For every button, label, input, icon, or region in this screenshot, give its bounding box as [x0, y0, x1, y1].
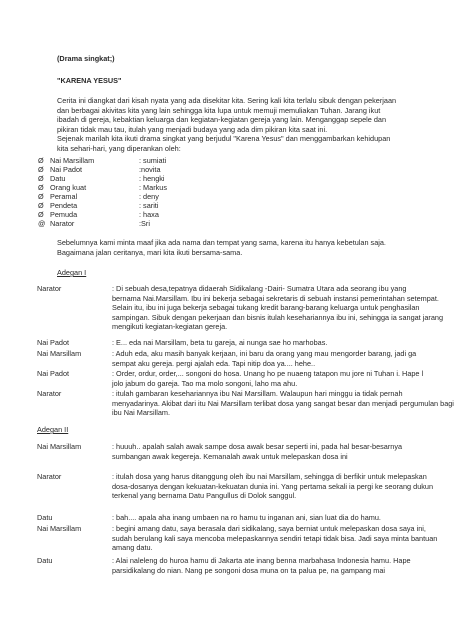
cast-actor: : haxa — [139, 210, 159, 219]
cast-actor: : Markus — [139, 183, 167, 192]
dialogue-line: : huuuh.. apalah salah awak sampe dosa awak besar seperti ini, pada hal besar-besarnya — [112, 442, 403, 451]
dialogue-text — [112, 284, 443, 332]
cast-actor: : sumiati — [139, 156, 167, 165]
speaker-label: Nai Marsillam — [37, 442, 82, 451]
dialogue-text — [112, 524, 437, 553]
act2-heading: Adegan II — [37, 425, 69, 434]
dialogue-line: : begini amang datu, saya berasala dari sidikalang, saya berniat untuk melepaskan dosa saya ini, — [112, 524, 426, 533]
speaker-label: Narator — [37, 284, 62, 293]
dialogue-line: terkenal yang bernama Datu Pangullus di Dolok sanggul. — [112, 491, 297, 501]
dialogue-line: mengikuti kegiatan-kegiatan gereja. — [112, 322, 228, 332]
cast-role: Datu — [50, 174, 66, 183]
dialogue-line: : itulah gambaran kesehariannya ibu Nai Marsillam. Walaupun hari minggu ia tidak pernah — [112, 389, 403, 398]
dialogue-line: : E... eda nai Marsillam, beta tu gareja, ai nunga sae ho marhobas. — [112, 338, 328, 347]
intro-line: pikiran tidak mau tau, itulah yang menjadi budaya yang ada dim pikiran kita saat ini. — [57, 124, 328, 134]
dialogue-text — [112, 338, 327, 348]
speaker-label: Datu — [37, 556, 53, 565]
dialogue-line: : Alai naleleng do huroa hamu di Jakarta ate inang benna marbahasa Indonesia hamu. Hape — [112, 556, 411, 565]
drama-title: "KARENA YESUS" — [57, 76, 122, 85]
dialogue-line: : itulah dosa yang harus ditanggung oleh ibu nai Marsillam, sehingga di berfikir untuk melepaskan — [112, 472, 427, 481]
intro-line: Cerita ini diangkat dari kisah nyata yang ada disekitar kita. Sering kali kita terlalu sibuk dengan pekerjaan — [57, 96, 397, 105]
intro-line: Sejenak marilah kita ikuti drama singkat yang berjudul "Karena Yesus" dan menggambarkan kehidupan — [57, 134, 391, 144]
cast-role: Orang kuat — [50, 183, 87, 192]
cast-actor: : hengki — [139, 174, 165, 183]
dialogue-text — [112, 389, 454, 418]
dialogue-text — [112, 349, 416, 368]
dialogue-text — [112, 556, 411, 575]
bullet-icon: Ø — [38, 201, 44, 210]
dialogue-line: : Di sebuah desa,tepatnya didaerah Sidikalang -Dairi- Sumatra Utara ada seorang ibu yang — [112, 284, 407, 293]
speaker-label: Nai Marsillam — [37, 349, 82, 358]
dialogue-line: parsidikalang do nian. Nang pe songoni dosa muna on ta palua pe, na gampang mai — [112, 565, 386, 575]
act1-heading: Adegan I — [57, 268, 87, 277]
dialogue-line: sudah berulang kali saya mencoba melepaskannya sendiri tetapi tidak bisa. Jadi saya minta bantuan — [112, 533, 438, 543]
bullet-icon: Ø — [38, 165, 44, 174]
speaker-label: Narator — [37, 472, 62, 481]
dialogue-line: ibu Nai Marsillam. — [112, 408, 170, 418]
cast-row — [38, 219, 150, 229]
dialogue-line: sampingan. Sibuk dengan pekerjaan dan bisnis itulah kesehariannya ibu ini, sehingga ia sangat jarang — [112, 312, 444, 322]
bullet-icon: Ø — [38, 192, 44, 201]
dialogue-line: amang datu. — [112, 543, 153, 553]
dialogue-line: sempat aku gereja. pergi ajalah eda. Tapi nitip doa ya.... hehe.. — [112, 358, 316, 368]
apology-line: Sebelumnya kami minta maaf jika ada nama dan tempat yang sama, karena itu hanya kebetulan saja. — [57, 238, 386, 247]
dialogue-text — [112, 442, 402, 461]
dialogue-line: : bah.... apala aha inang umbaen na ro hamu tu inganan ani, sian luat dia do hamu. — [112, 513, 381, 522]
speaker-label: Nai Padot — [37, 338, 70, 347]
speaker-label: Narator — [37, 389, 62, 398]
bullet-icon: Ø — [38, 210, 44, 219]
dialogue-line: menyadarinya. Akibat dari itu Nai Marsillam terlibat dosa yang sangat besar dan menjadi pergumulan bagi — [112, 398, 454, 408]
dialogue-text — [112, 472, 433, 501]
intro-line: dan berbagai akivitas kita yang lain sehingga kita lupa untuk memuji memuliakan Tuhan. Jarang ikut — [57, 105, 381, 115]
cast-role: Narator — [50, 219, 75, 228]
dialogue-line: sumbangan awak kegereja. Kemanalah awak untuk melepaskan dosa ini — [112, 451, 348, 461]
drama-genre-label: (Drama singkat;) — [57, 54, 115, 63]
dialogue-text — [112, 369, 423, 388]
cast-actor: :Sri — [139, 219, 150, 228]
at-icon: @ — [38, 219, 46, 228]
dialogue-line: : Order, ordur, order,... songoni do hosa. Unang ho pe nuaeng tatapon mu jore ni Tuhan i. Hape l — [112, 369, 424, 378]
dialogue-text — [112, 513, 381, 523]
apology-line: Bagaimana jalan ceritanya, mari kita ikuti bersama-sama. — [57, 247, 243, 257]
cast-actor: : deny — [139, 192, 159, 201]
dialogue-line: jolo jabum do gareja. Tao ma molo songoni, laho ma ahu. — [112, 378, 298, 388]
cast-role: Pendeta — [50, 201, 78, 210]
bullet-icon: Ø — [38, 156, 44, 165]
dialogue-line: dosa-dosanya dengan kekuatan-kekuatan dunia ini. Yang pertama sekali ia pergi ke seorang dukun — [112, 481, 434, 491]
speaker-label: Datu — [37, 513, 53, 522]
cast-role: Peramal — [50, 192, 78, 201]
cast-actor: :novita — [139, 165, 161, 174]
intro-line: ibadah di gereja, kebaktian keluarga dan kegiatan-kegiatan gereja yang lain. Menganggap sepele dan — [57, 115, 387, 125]
dialogue-line: Selain itu, ibu ini juga bekerja sebagai tukang kredit barang-barang keluarga untuk penghasilan — [112, 303, 420, 313]
cast-role: Pemuda — [50, 210, 78, 219]
cast-role: Nai Marsillam — [50, 156, 95, 165]
cast-role: Nai Padot — [50, 165, 83, 174]
apology-paragraph — [57, 238, 386, 257]
intro-paragraph — [57, 96, 396, 154]
bullet-icon: Ø — [38, 183, 44, 192]
cast-actor: : sariti — [139, 201, 159, 210]
bullet-icon: Ø — [38, 174, 44, 183]
intro-line: kita sehari-hari, yang diperankan oleh: — [57, 143, 181, 153]
dialogue-line: : Aduh eda, aku masih banyak kerjaan, ini baru da orang yang mau mengorder barang, jadi ga — [112, 349, 417, 358]
speaker-label: Nai Padot — [37, 369, 70, 378]
speaker-label: Nai Marsillam — [37, 524, 82, 533]
dialogue-line: bernama Nai.Marsillam. Ibu ini bekerja sebagai sekretaris di sebuah instansi pemerintahan setempat. — [112, 293, 439, 303]
